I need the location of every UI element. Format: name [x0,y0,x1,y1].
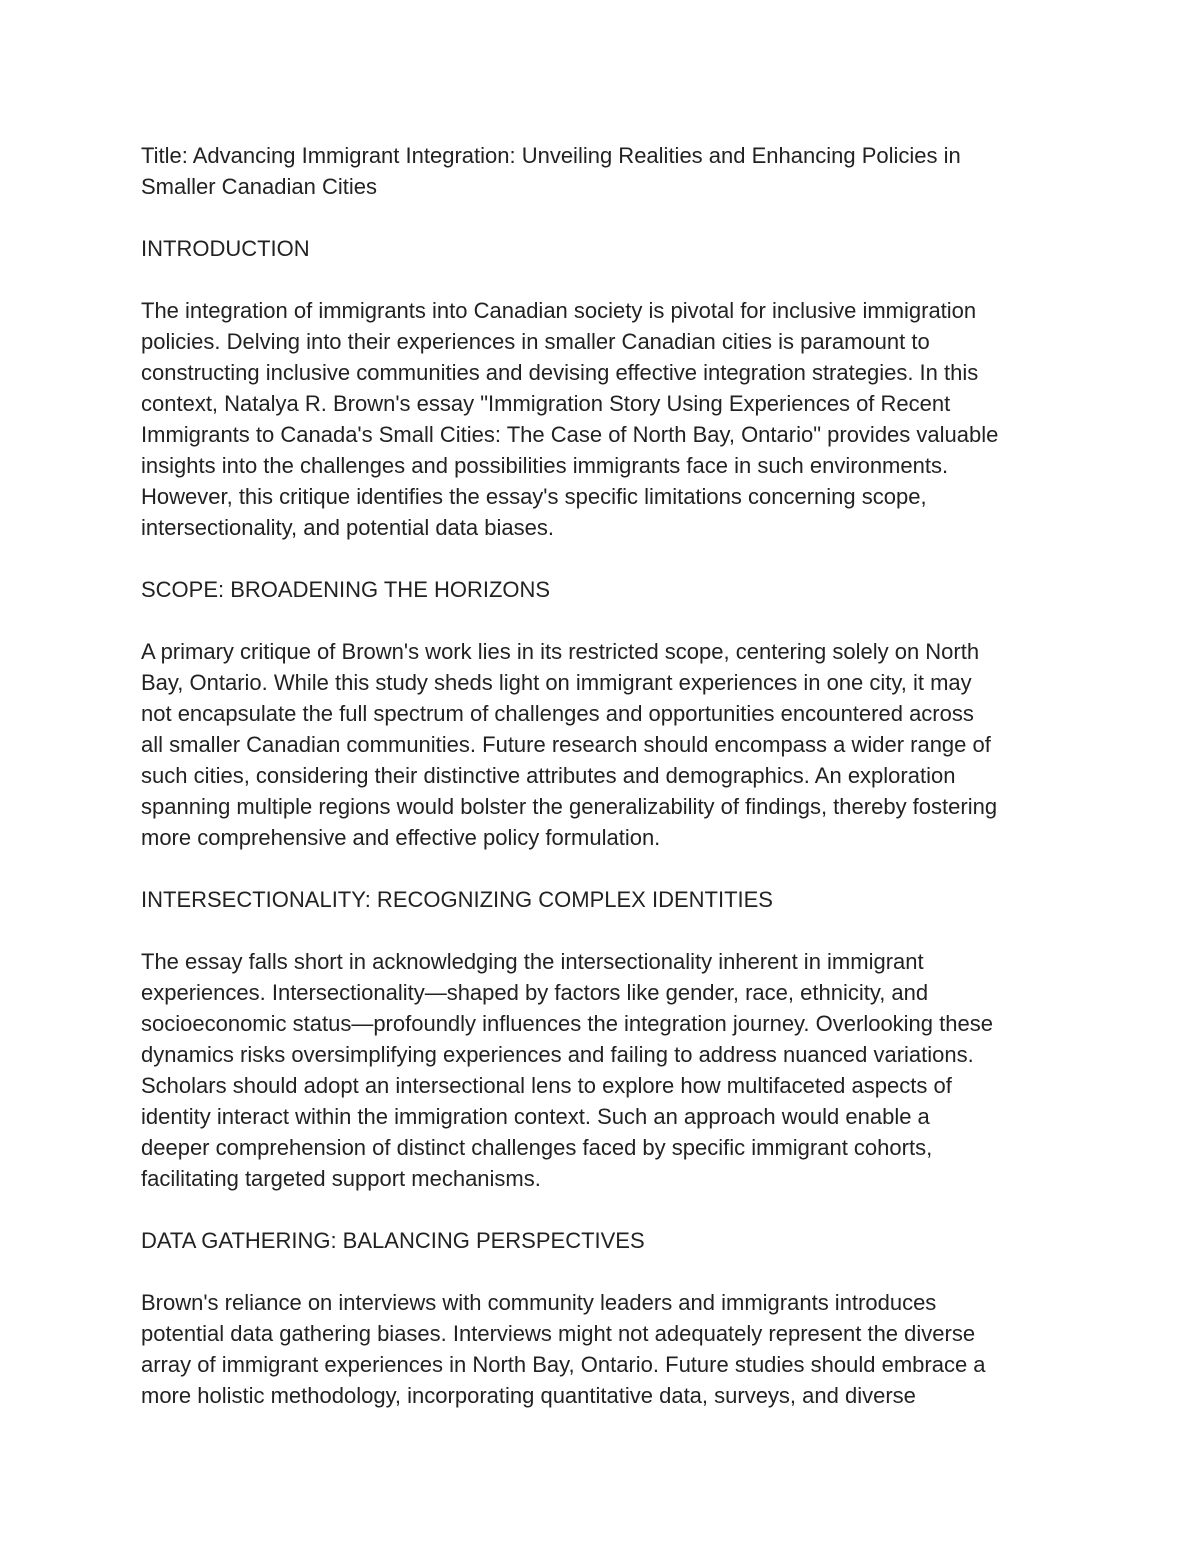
paragraph-line: The integration of immigrants into Canadian society is pivotal for inclusive immigration [141,298,977,323]
paragraph-line: insights into the challenges and possibilities immigrants face in such environments. [141,453,949,478]
title-line: Title: Advancing Immigrant Integration: Unveiling Realities and Enhancing Policies in [141,143,961,168]
paragraph-line: such cities, considering their distinctive attributes and demographics. An exploration [141,763,956,788]
paragraph-line: socioeconomic status—profoundly influences the integration journey. Overlooking these [141,1011,993,1036]
paragraph-line: identity interact within the immigration context. Such an approach would enable a [141,1104,930,1129]
paragraph-data-gathering [141,1287,1071,1411]
paragraph-introduction [141,295,1071,543]
section-heading: DATA GATHERING: BALANCING PERSPECTIVES [141,1228,645,1253]
paragraph-line: not encapsulate the full spectrum of challenges and opportunities encountered across [141,701,974,726]
paragraph-line: context, Natalya R. Brown's essay "Immigration Story Using Experiences of Recent [141,391,951,416]
paragraph-line: potential data gathering biases. Interviews might not adequately represent the diverse [141,1321,976,1346]
paragraph-line: constructing inclusive communities and devising effective integration strategies. In this [141,360,979,385]
document-title [141,140,1071,202]
paragraph-scope [141,636,1071,853]
paragraph-line: Brown's reliance on interviews with community leaders and immigrants introduces [141,1290,937,1315]
paragraph-line: Bay, Ontario. While this study sheds light on immigrant experiences in one city, it may [141,670,972,695]
paragraph-line: Immigrants to Canada's Small Cities: The Case of North Bay, Ontario" provides valuable [141,422,999,447]
paragraph-line: Scholars should adopt an intersectional lens to explore how multifaceted aspects of [141,1073,952,1098]
paragraph-line: experiences. Intersectionality—shaped by factors like gender, race, ethnicity, and [141,980,929,1005]
section-heading: SCOPE: BROADENING THE HORIZONS [141,577,551,602]
paragraph-line: deeper comprehension of distinct challenges faced by specific immigrant cohorts, [141,1135,933,1160]
paragraph-line: all smaller Canadian communities. Future research should encompass a wider range of [141,732,991,757]
section-heading-data-gathering [141,1225,1071,1256]
section-heading: INTERSECTIONALITY: RECOGNIZING COMPLEX IDENTITIES [141,887,773,912]
section-heading: INTRODUCTION [141,236,310,261]
paragraph-intersectionality [141,946,1071,1194]
title-line: Smaller Canadian Cities [141,174,377,199]
paragraph-line: more holistic methodology, incorporating quantitative data, surveys, and diverse [141,1383,916,1408]
paragraph-line: facilitating targeted support mechanisms. [141,1166,541,1191]
paragraph-line: However, this critique identifies the essay's specific limitations concerning scope, [141,484,927,509]
document-body [141,140,1071,1442]
section-heading-intersectionality [141,884,1071,915]
paragraph-line: intersectionality, and potential data biases. [141,515,554,540]
paragraph-line: array of immigrant experiences in North Bay, Ontario. Future studies should embrace a [141,1352,986,1377]
paragraph-line: spanning multiple regions would bolster the generalizability of findings, thereby fostering [141,794,998,819]
paragraph-line: dynamics risks oversimplifying experiences and failing to address nuanced variations. [141,1042,974,1067]
paragraph-line: policies. Delving into their experiences in smaller Canadian cities is paramount to [141,329,930,354]
paragraph-line: more comprehensive and effective policy formulation. [141,825,661,850]
paragraph-line: A primary critique of Brown's work lies in its restricted scope, centering solely on North [141,639,980,664]
paragraph-line: The essay falls short in acknowledging the intersectionality inherent in immigrant [141,949,924,974]
section-heading-introduction [141,233,1071,264]
section-heading-scope [141,574,1071,605]
